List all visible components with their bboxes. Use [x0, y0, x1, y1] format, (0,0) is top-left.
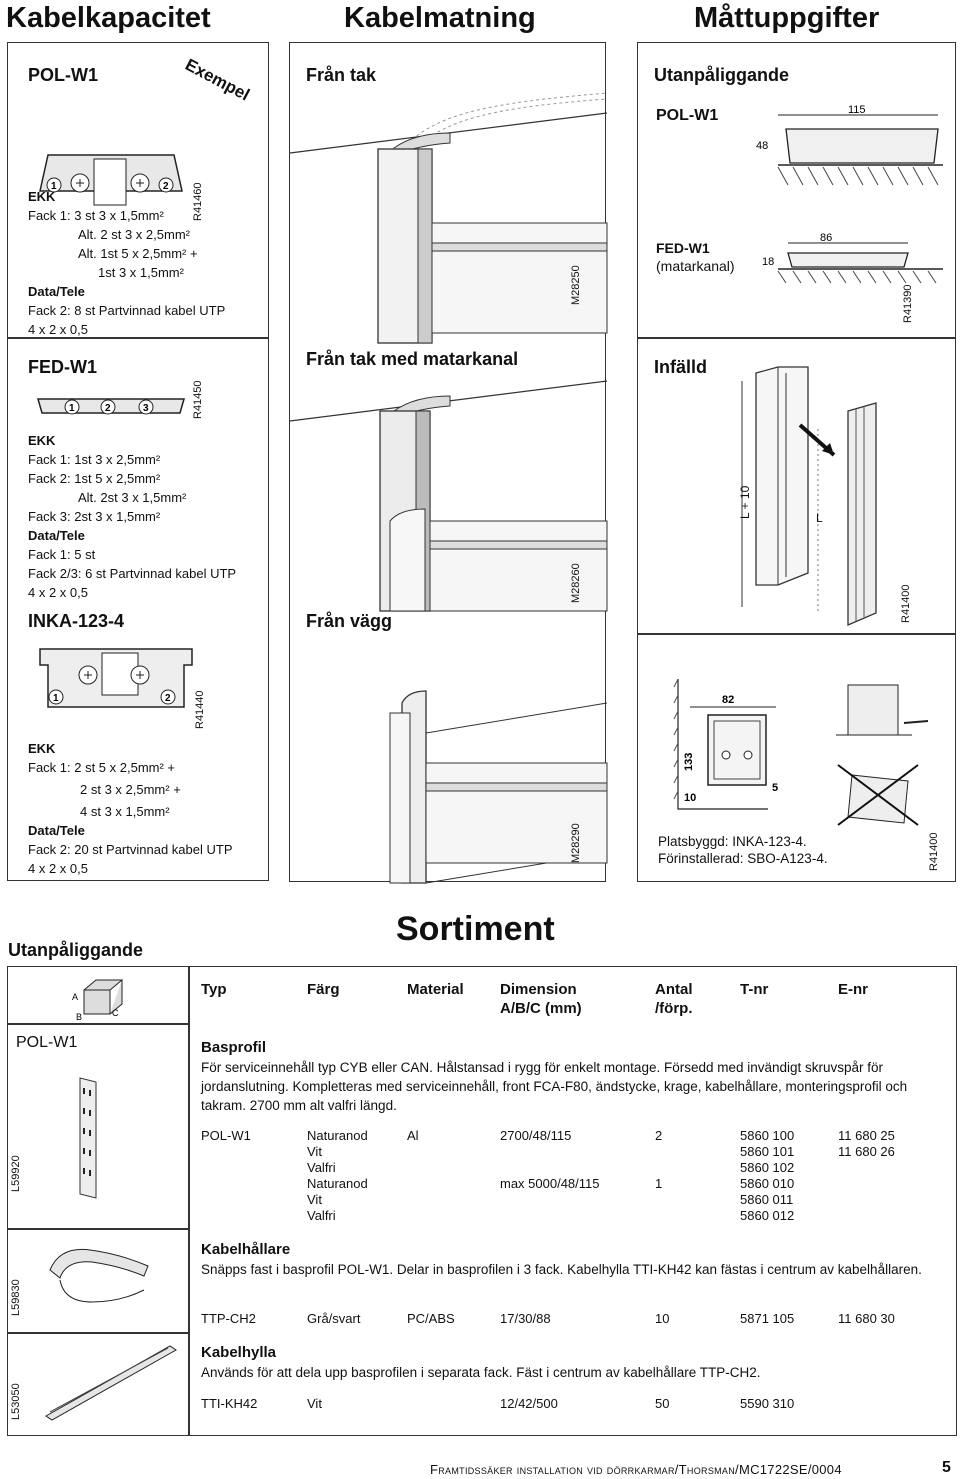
cell: 12/42/500: [500, 1396, 558, 1411]
cell: TTI-KH42: [201, 1396, 258, 1411]
code-l53050: L53050: [10, 1383, 22, 1420]
header-farg: Färg: [307, 981, 340, 998]
cell: Al: [407, 1128, 419, 1143]
dim-115: 115: [848, 104, 866, 116]
inka-fack-2: 2: [165, 693, 171, 704]
cell: 5590 310: [740, 1396, 795, 1411]
cell: Vit: [307, 1144, 322, 1159]
basprofil-drawing: [70, 1078, 110, 1228]
capacity-line: 4 st 3 x 1,5mm²: [80, 804, 170, 819]
inka-capacity: [28, 739, 264, 878]
fed-dims-label: [656, 239, 735, 275]
cell: Grå/svart: [307, 1311, 361, 1326]
divider: [7, 1023, 189, 1025]
dim-5: 5: [772, 782, 779, 794]
pol-fack-1: 1: [51, 181, 57, 192]
capacity-line: Fack 1: 5 st: [28, 547, 96, 562]
header-antal-line: Antal: [655, 981, 693, 998]
pol-w1-title: POL-W1: [28, 65, 98, 85]
note-forinstallerad: Förinstallerad: SBO-A123-4.: [658, 851, 828, 866]
fed-w1-capacity: [28, 431, 264, 602]
sortiment-pol-label: POL-W1: [16, 1034, 78, 1051]
kabelhallare-drawing: [40, 1240, 160, 1320]
code-l59830: L59830: [10, 1279, 22, 1316]
box-fed-inka: [7, 338, 269, 881]
cell: 2700/48/115: [500, 1128, 572, 1143]
feed-code-3: M28290: [570, 823, 582, 863]
cell: TTP-CH2: [201, 1311, 256, 1326]
exempel-label: Exempel: [182, 55, 253, 105]
dims-title-2: Infälld: [654, 357, 707, 377]
cell: 17/30/88: [500, 1311, 551, 1326]
code-l59920: L59920: [10, 1155, 22, 1192]
heading-kabelmatning: Kabelmatning: [344, 2, 536, 34]
header-enr: E-nr: [838, 981, 868, 998]
capacity-line: EKK: [28, 189, 56, 204]
header-dimension: [500, 980, 582, 1018]
feed-from-ceiling-channel-drawing: [290, 381, 607, 611]
dim-l: L: [816, 511, 823, 525]
dim-48: 48: [756, 140, 769, 152]
pol-w1-code: R41460: [192, 182, 204, 221]
cell: max 5000/48/115: [500, 1176, 600, 1191]
header-tnr: T-nr: [740, 981, 769, 998]
header-dimension-unit: A/B/C (mm): [500, 1000, 582, 1017]
feed-code-1: M28250: [570, 265, 582, 305]
dims-code-3: R41400: [928, 832, 940, 871]
capacity-line: Data/Tele: [28, 528, 85, 543]
capacity-line: Fack 2/3: 6 st Partvinnad kabel UTP: [28, 566, 237, 581]
capacity-line: 4 x 2 x 0,5: [28, 322, 88, 337]
section-basprofil-title: Basprofil: [201, 1039, 267, 1056]
box-platsbyggd: [637, 634, 956, 882]
divider: [7, 1228, 189, 1230]
cell: 10: [655, 1311, 670, 1326]
dim-86: 86: [820, 232, 833, 244]
inka-fack-1: 1: [53, 693, 59, 704]
footer-text: Framtidssäker installation vid dörrkarmar/Thorsman/MC1722SE/0004: [430, 1462, 842, 1477]
capacity-line: Fack 2: 20 st Partvinnad kabel UTP: [28, 842, 233, 857]
cell: 5871 105: [740, 1311, 795, 1326]
dim-82: 82: [722, 694, 735, 706]
sortiment-title: Sortiment: [396, 910, 555, 948]
kabelhylla-drawing: [40, 1342, 180, 1422]
fed-w1-title: FED-W1: [28, 357, 97, 377]
cell: 50: [655, 1396, 670, 1411]
feed-title-vagg: Från vägg: [306, 611, 393, 631]
cell: 5860 010: [740, 1176, 795, 1191]
feed-title-tak-matarkanal: Från tak med matarkanal: [306, 349, 519, 369]
capacity-line: 2 st 3 x 2,5mm² +: [80, 782, 181, 797]
pol-fack-2: 2: [163, 181, 169, 192]
section-kabelhallare-desc: Snäpps fast i basprofil POL-W1. Delar in basprofilen i 3 fack. Kabelhylla TTI-KH42 kan fästas i centrum av kabelhållaren.: [201, 1262, 922, 1277]
note-platsbyggd: Platsbyggd: INKA-123-4.: [658, 834, 807, 849]
dims-code-1: R41390: [902, 284, 914, 323]
infalld-drawing: [738, 363, 898, 623]
capacity-line: Alt. 2 st 3 x 2,5mm²: [78, 227, 190, 242]
page-number: 5: [942, 1459, 951, 1476]
cell: 1: [655, 1176, 663, 1191]
dim-133: 133: [683, 752, 695, 771]
feed-from-wall-drawing: [290, 643, 607, 883]
header-antal: [655, 980, 693, 1018]
label-c: C: [112, 1008, 119, 1018]
capacity-line: Fack 1: 2 st 5 x 2,5mm² +: [28, 760, 176, 775]
section-kabelhylla-title: Kabelhylla: [201, 1344, 277, 1361]
dims-code-2: R41400: [900, 584, 912, 623]
capacity-line: Data/Tele: [28, 823, 85, 838]
section-basprofil-desc: För serviceinnehåll typ CYB eller CAN. Hålstansad i rygg för enkelt montage. Försedd med invändigt skruvspår för jordanslutning. Kompletteras med serviceinnehåll, front FCA-F80, ändstycke, krage, kabelhållare, monteringsprofil och takram. 2700 mm alt valfri längd.: [201, 1060, 908, 1113]
cell: Naturanod: [307, 1128, 368, 1143]
fed-w1-code: R41450: [192, 380, 204, 419]
capacity-line: Alt. 1st 5 x 2,5mm² +: [78, 246, 198, 261]
capacity-line: Data/Tele: [28, 284, 85, 299]
capacity-line: Fack 2: 8 st Partvinnad kabel UTP: [28, 303, 226, 318]
capacity-line: 4 x 2 x 0,5: [28, 585, 88, 600]
fed-fack-3: 3: [143, 403, 149, 414]
capacity-line: Alt. 2st 3 x 1,5mm²: [78, 490, 187, 505]
capacity-line: 4 x 2 x 0,5: [28, 861, 88, 876]
header-typ: Typ: [201, 981, 227, 998]
feed-code-2: M28260: [570, 563, 582, 603]
cell: 11 680 25: [838, 1128, 895, 1143]
capacity-line: 1st 3 x 1,5mm²: [98, 265, 184, 280]
fed-dims-sub: (matarkanal): [656, 258, 735, 274]
divider: [7, 1332, 189, 1334]
dims-pol-label: POL-W1: [656, 107, 719, 124]
feed-title-tak: Från tak: [306, 65, 377, 85]
section-kabelhallare-title: Kabelhållare: [201, 1241, 291, 1258]
dims-title-1: Utanpåliggande: [654, 65, 790, 85]
box-utanpaliggande-dims: [637, 42, 956, 338]
fed-dims-title: FED-W1: [656, 240, 710, 256]
cell: 11 680 26: [838, 1144, 895, 1159]
cell: PC/ABS: [407, 1311, 455, 1326]
capacity-line: EKK: [28, 741, 56, 756]
platsbyggd-drawing: [648, 675, 948, 825]
inka-title: INKA-123-4: [28, 611, 125, 631]
platsbyggd-notes: [658, 833, 828, 867]
dim-18: 18: [762, 256, 775, 268]
capacity-line: Fack 2: 1st 5 x 2,5mm²: [28, 471, 161, 486]
cell: Vit: [307, 1192, 322, 1207]
header-dimension-line: Dimension: [500, 981, 577, 998]
box-pol-w1: [7, 42, 269, 338]
fed-fack-1: 1: [69, 403, 75, 414]
inka-profile-drawing: [36, 645, 196, 725]
fed-dims-drawing: [762, 232, 948, 283]
cell: 11 680 30: [838, 1311, 895, 1326]
heading-mattuppgifter: Måttuppgifter: [694, 2, 880, 34]
sortiment-left-title: Utanpåliggande: [8, 940, 144, 960]
capacity-line: Fack 3: 2st 3 x 1,5mm²: [28, 509, 161, 524]
fed-w1-profile-drawing: [36, 395, 186, 425]
cell: Valfri: [307, 1160, 336, 1175]
cell: Naturanod: [307, 1176, 368, 1191]
cell: 5860 102: [740, 1160, 795, 1175]
pol-dims-drawing: [756, 104, 948, 185]
cell: 5860 100: [740, 1128, 795, 1143]
abc-box-icon: [72, 976, 136, 1022]
feed-from-ceiling-drawing: [290, 93, 607, 343]
cell: 5860 101: [740, 1144, 795, 1159]
header-antal-unit: /förp.: [655, 1000, 693, 1017]
label-a: A: [72, 992, 79, 1002]
divider: [188, 966, 190, 1436]
section-kabelhylla-desc: Används för att dela upp basprofilen i separata fack. Fäst i centrum av kabelhållare TTP-CH2.: [201, 1365, 761, 1380]
cell: Valfri: [307, 1208, 336, 1223]
fed-fack-2: 2: [105, 403, 111, 414]
dim-10: 10: [684, 792, 697, 804]
cell: POL-W1: [201, 1128, 251, 1143]
box-kabelmatning: [289, 42, 606, 882]
label-b: B: [76, 1012, 83, 1022]
dim-l-plus-10: L + 10: [738, 485, 752, 519]
pol-w1-capacity: [28, 187, 264, 339]
box-infalld: [637, 338, 956, 634]
heading-kabelkapacitet: Kabelkapacitet: [6, 2, 211, 34]
header-material: Material: [407, 981, 464, 998]
cell: 5860 012: [740, 1208, 795, 1223]
capacity-line: Fack 1: 1st 3 x 2,5mm²: [28, 452, 161, 467]
cell: Vit: [307, 1396, 322, 1411]
capacity-line: EKK: [28, 433, 56, 448]
inka-code: R41440: [194, 690, 206, 729]
cell: 5860 011: [740, 1192, 794, 1207]
cell: 2: [655, 1128, 663, 1143]
capacity-line: Fack 1: 3 st 3 x 1,5mm²: [28, 208, 164, 223]
